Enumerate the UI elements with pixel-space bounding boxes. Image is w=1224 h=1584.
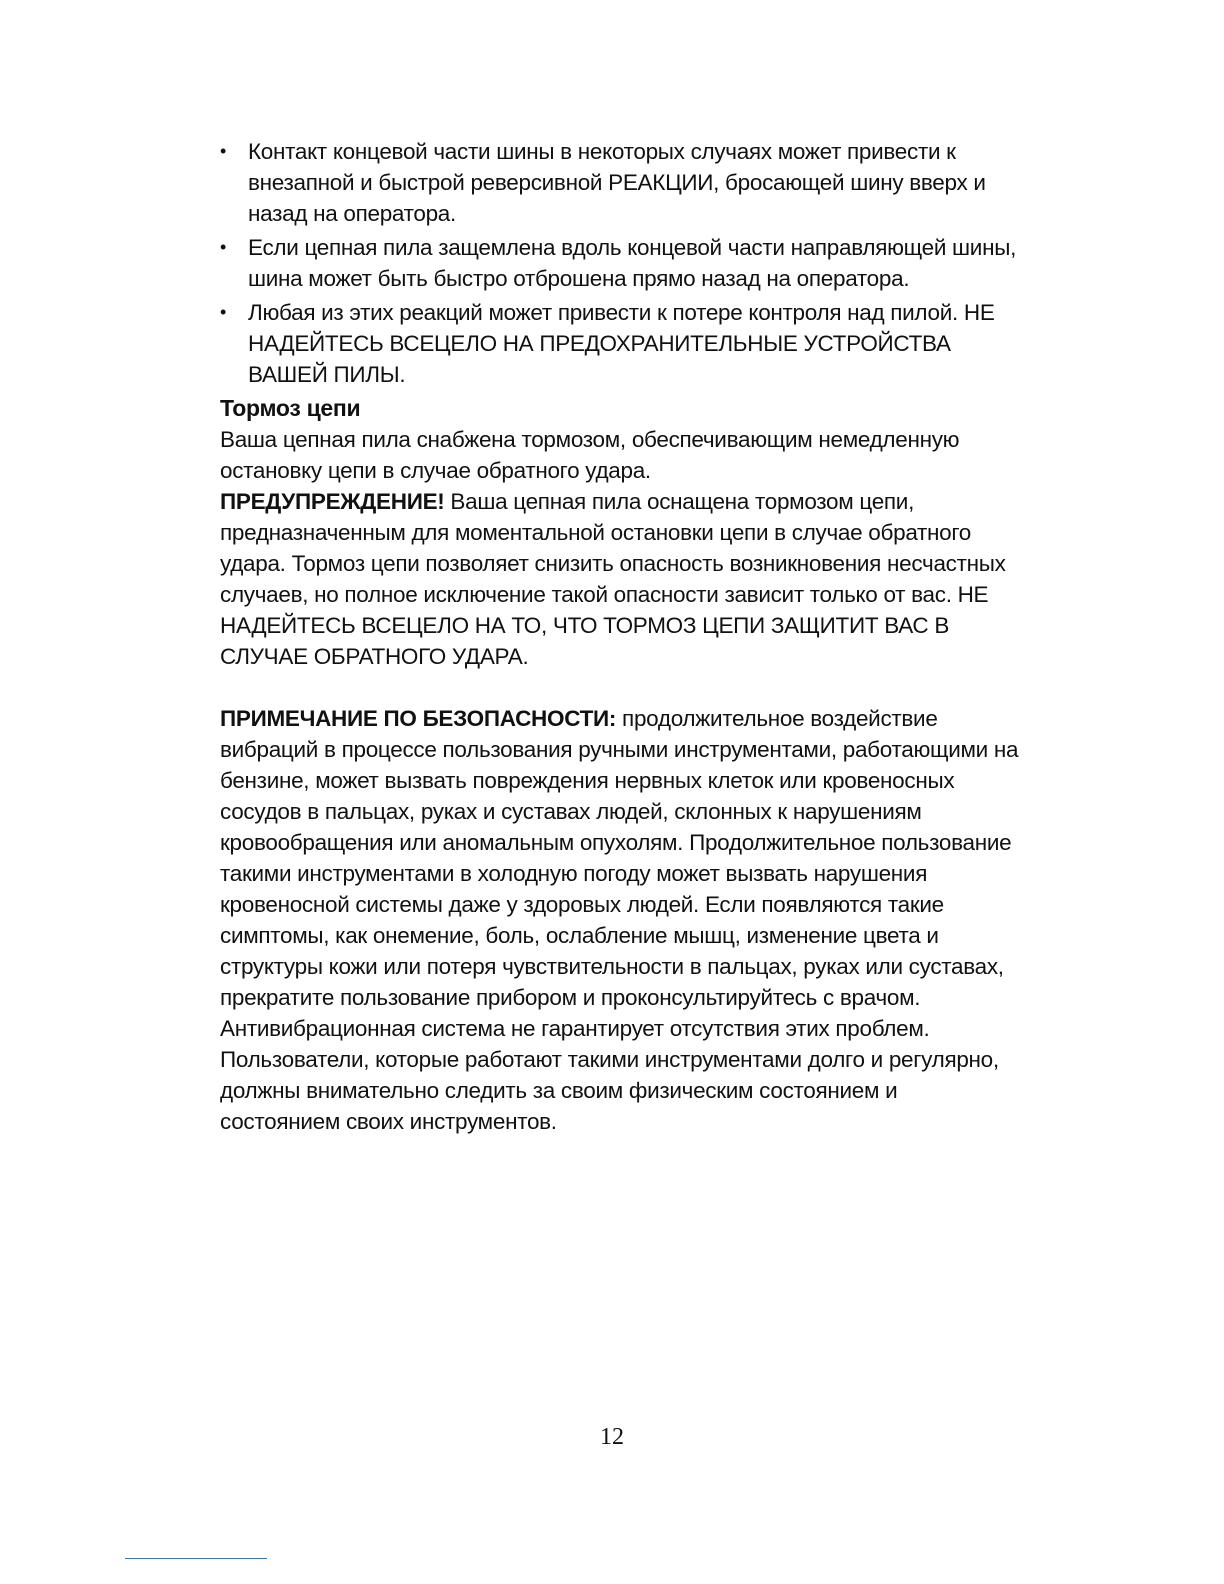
footer-rule — [125, 1558, 267, 1559]
safety-note-label: ПРИМЕЧАНИЕ ПО БЕЗОПАСНОСТИ: — [220, 706, 617, 731]
bullet-text: Если цепная пила защемлена вдоль концевой части направляющей шины, шина может быть быстро отброшена прямо назад на оператора. — [248, 235, 1017, 291]
safety-note-text: продолжительное воздействие вибраций в процессе пользования ручными инструментами, работающими на бензине, может вызвать повреждения нервных клеток или кровеносных сосудов в пальцах, руках и суставах людей, склонных к нарушениям кровообращения или аномальным опухолям. Продолжительное пользование такими инструментами в холодную погоду может вызвать нарушения кровеносной системы даже у здоровых людей. Если появляются такие симптомы, как онемение, боль, ослабление мышц, изменение цвета и структуры кожи или потеря чувствительности в пальцах, руках или суставах, прекратите пользование прибором и проконсультируйтесь с врачом. Антивибрационная система не гарантирует отсутствия этих проблем. Пользователи, которые работают такими инструментами долго и регулярно, должны внимательно следить за своим физическим состоянием и состоянием своих инструментов. — [220, 706, 1019, 1134]
list-item — [220, 136, 1020, 229]
page-number: 12 — [600, 1424, 624, 1450]
warning-label: ПРЕДУПРЕЖДЕНИЕ! — [220, 489, 445, 514]
page-content — [220, 136, 1020, 1137]
list-item — [220, 297, 1020, 390]
warning-text: Ваша цепная пила оснащена тормозом цепи, предназначенным для моментальной остановки цепи в случае обратного удара. Тормоз цепи позволяет снизить опасность возникновения несчастных случаев, но полное исключение такой опасности зависит только от вас. НЕ НАДЕЙТЕСЬ ВСЕЦЕЛО НА ТО, ЧТО ТОРМОЗ ЦЕПИ ЗАЩИТИТ ВАС В СЛУЧАЕ ОБРАТНОГО УДАРА. — [220, 489, 1006, 669]
chain-brake-heading: Тормоз цепи — [220, 395, 361, 421]
kickback-bullet-list — [220, 136, 1020, 390]
bullet-icon: • — [220, 302, 227, 322]
bullet-icon: • — [220, 237, 227, 257]
bullet-text: Любая из этих реакций может привести к потере контроля над пилой. НЕ НАДЕЙТЕСЬ ВСЕЦЕЛО НА ПРЕДОХРАНИТЕЛЬНЫЕ УСТРОЙСТВА ВАШЕЙ ПИЛЫ. — [248, 300, 995, 387]
paragraph-spacer — [220, 672, 1020, 703]
chain-brake-warning — [220, 486, 1020, 672]
bullet-text: Контакт концевой части шины в некоторых случаях может привести к внезапной и быстрой реверсивной РЕАКЦИИ, бросающей шину вверх и назад на оператора. — [248, 139, 986, 226]
bullet-icon: • — [220, 141, 227, 161]
chain-brake-intro: Ваша цепная пила снабжена тормозом, обеспечивающим немедленную остановку цепи в случае обратного удара. — [220, 427, 960, 483]
list-item — [220, 232, 1020, 294]
safety-note — [220, 703, 1020, 1137]
